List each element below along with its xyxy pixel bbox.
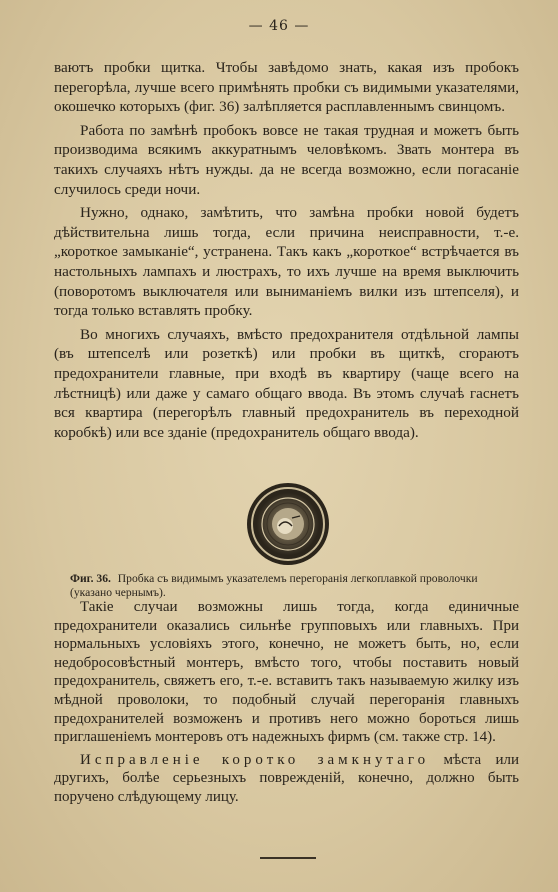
paragraph: Нужно, однако, замѣтить, что замѣна пробки новой будетъ дѣйствительна лишь тогда, если причина неисправности, т.-е. „короткое замыканіе“, устранена. Такъ какъ „короткое“ встрѣчается въ настольныхъ лампахъ и люстрахъ, то ихъ лучше на время выключить (поворотомъ выключателя или выниманіемъ вилки изъ штепселя), и тогда только вставлять пробку. <box>54 204 519 320</box>
top-text-block <box>54 58 519 446</box>
spaced-heading: Исправленіе коротко замкнутаго <box>80 751 430 768</box>
figure-caption <box>70 572 510 600</box>
bottom-text-block <box>54 598 519 811</box>
paragraph: Работа по замѣнѣ пробокъ вовсе не такая трудная и можетъ быть производима всякимъ аккуратнымъ человѣкомъ. Звать монтера въ такихъ случаяхъ нѣтъ нужды. да не всегда возможно, если погасаніе случилось среди ночи. <box>54 121 519 198</box>
fuse-plug-illustration <box>246 482 330 566</box>
paragraph: Во многихъ случаяхъ, вмѣсто предохранителя отдѣльной лампы (въ штепселѣ или розеткѣ) или пробки въ щиткѣ, сгораютъ предохранители главные, при входѣ въ квартиру (чаще всего на лѣстницѣ) или даже у самаго общаго ввода. Въ этомъ случаѣ гаснетъ вся квартира (перегорѣлъ главный предохранитель въ переходной коробкѣ) или все зданіе (предохранитель общаго ввода). <box>54 325 519 441</box>
page-number: — 46 — <box>248 18 310 34</box>
section-divider <box>260 857 316 859</box>
fuse-plug-image <box>246 482 330 566</box>
paragraph-text: мѣста или другихъ, болѣе серьезныхъ поврежденій, конечно, должно быть поручено слѣдующему лицу. <box>54 751 520 805</box>
paragraph: ваютъ пробки щитка. Чтобы завѣдомо знать, какая изъ пробокъ перегорѣла, лучше всего примѣнять пробки съ видимыми указателями, окошечко которыхъ (фиг. 36) залѣпляется расплавленнымъ свинцомъ. <box>54 59 519 116</box>
figure-label: Фиг. 36. <box>70 572 111 585</box>
paragraph: Такіе случаи возможны лишь тогда, когда единичные предохранители оказались сильнѣе групповыхъ или главныхъ. При нормальныхъ условіяхъ этого, конечно, не можетъ быть, но, если недобросовѣстный монтеръ, вмѣсто того, чтобы поставить новый предохранитель, свяжетъ его, т.-е. вставитъ такъ называемую жилку изъ мѣдной проволоки, то подобный случай перегоранія главныхъ предохранителей возможенъ и противъ него можно бороться лишь приглашеніемъ монтеровъ отъ надежныхъ фирмъ (см. также стр. 14). <box>54 599 519 746</box>
figure-caption-text: Пробка съ видимымъ указателемъ перегоранія легкоплавкой проволочки (указано чернымъ). <box>70 572 478 599</box>
paragraph <box>54 751 519 807</box>
